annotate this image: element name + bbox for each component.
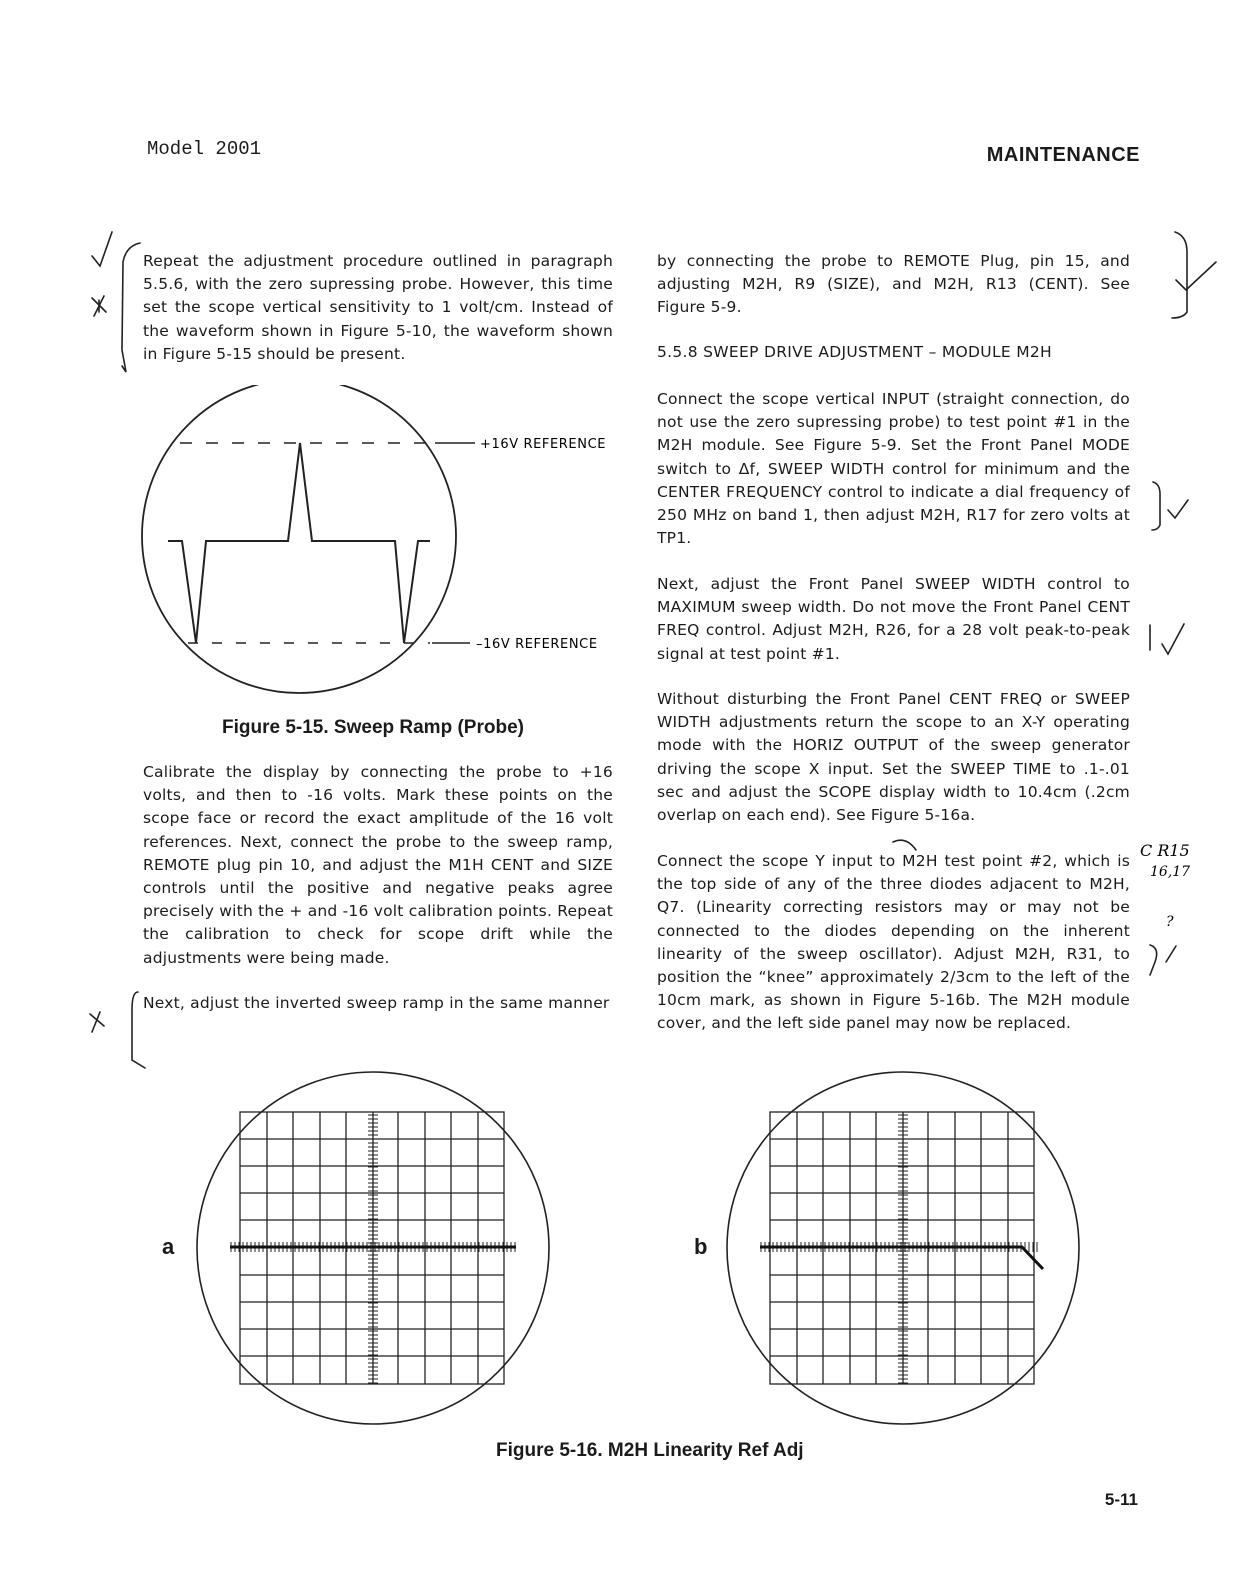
figure-5-16-caption: Figure 5-16. M2H Linearity Ref Adj bbox=[496, 1440, 804, 1461]
margin-note-3: ? bbox=[1166, 914, 1174, 930]
paragraph-next-inverted: Next, adjust the inverted sweep ramp in the same manner bbox=[143, 994, 610, 1012]
checkmark-1 bbox=[92, 232, 112, 266]
bracket-left-2 bbox=[132, 992, 145, 1068]
bracket-right-4 bbox=[1150, 945, 1157, 975]
paragraph-calibrate: Calibrate the display by connecting the probe to +16 volts, and then to -16 volts. Mark these points on the scope face or record the exact amplitude of the 16 volt references. Next, connect the probe to the sweep ramp, REMOTE plug pin 10, and adjust the M1H CENT and SIZE controls until the positive and negative peaks agree precisely with the + and -16 volt calibration points. Repeat the calibration to check for scope drift while the adjustments were being made. bbox=[143, 763, 613, 967]
figure-label-a: a bbox=[162, 1234, 175, 1259]
circle-annotation-2 bbox=[893, 840, 916, 850]
star-mark-2 bbox=[90, 1012, 104, 1032]
paragraph-repeat-procedure: Repeat the adjustment procedure outlined in paragraph 5.5.6, with the zero supressing probe. However, this time set the scope vertical sensitivity to 1 volt/cm. Instead of the waveform shown in Figure 5-10, the waveform shown in Figure 5-15 should be present. bbox=[143, 252, 613, 363]
figure-label-b: b bbox=[694, 1234, 708, 1259]
margin-note-1: C R15 bbox=[1140, 841, 1190, 860]
model-label: Model 2001 bbox=[147, 138, 262, 160]
section-title: MAINTENANCE bbox=[986, 144, 1140, 166]
paragraph-connecting-probe: by connecting the probe to REMOTE Plug, pin 15, and adjusting M2H, R9 (SIZE), and M2H, R13 (CENT). See Figure 5-9. bbox=[657, 252, 1130, 317]
section-heading-5-5-8: 5.5.8 SWEEP DRIVE ADJUSTMENT – MODULE M2H bbox=[657, 343, 1052, 361]
figure-5-15-caption: Figure 5-15. Sweep Ramp (Probe) bbox=[222, 717, 524, 738]
margin-note-2: 16,17 bbox=[1150, 864, 1191, 880]
checkmark-3 bbox=[1168, 500, 1188, 518]
star-mark-1 bbox=[92, 296, 106, 316]
page-number: 5-11 bbox=[1104, 1490, 1138, 1509]
paragraph-maximum-sweep: Next, adjust the Front Panel SWEEP WIDTH control to MAXIMUM sweep width. Do not move the Front Panel CENT FREQ control. Adjust M2H, R26, for a 28 volt peak-to-peak signal at test point #1. bbox=[657, 575, 1130, 663]
bracket-left-1 bbox=[122, 243, 140, 372]
bracket-right-2 bbox=[1152, 482, 1160, 530]
positive-reference-label: +16V REFERENCE bbox=[480, 437, 607, 452]
paragraph-y-input: Connect the scope Y input to M2H test point #2, which is the top side of any of the three diodes adjacent to M2H, Q7. (Linearity correcting resistors may or may not be connected to the diodes depending on the inherent linearity of the sweep oscillator). Adjust M2H, R31, to position the “knee” approximately 2/3cm to the left of the 10cm mark, as shown in Figure 5-16b. The M2H module cover, and the left side panel may now be replaced. bbox=[657, 852, 1130, 1033]
bracket-right-1 bbox=[1172, 232, 1187, 318]
paragraph-vertical-input: Connect the scope vertical INPUT (straight connection, do not use the zero supressing probe) to test point #1 in the M2H module. See Figure 5-9. Set the Front Panel MODE switch to Δf, SWEEP WIDTH control for minimum and the CENTER FREQUENCY control to indicate a dial frequency of 250 MHz on band 1, then adjust M2H, R17 for zero volts at TP1. bbox=[657, 390, 1130, 548]
negative-reference-label: –16V REFERENCE bbox=[476, 637, 598, 652]
checkmark-4 bbox=[1162, 624, 1184, 654]
paragraph-xy-mode: Without disturbing the Front Panel CENT FREQ or SWEEP WIDTH adjustments return the scope to an X-Y operating mode with the HORIZ OUTPUT of the sweep generator driving the scope X input. Set the SWEEP TIME to .1-.01 sec and adjust the SCOPE display width to 10.4cm (.2cm overlap on each end). See Figure 5-16a. bbox=[657, 690, 1130, 825]
checkmark-2 bbox=[1176, 262, 1216, 290]
checkmark-5 bbox=[1166, 946, 1176, 962]
